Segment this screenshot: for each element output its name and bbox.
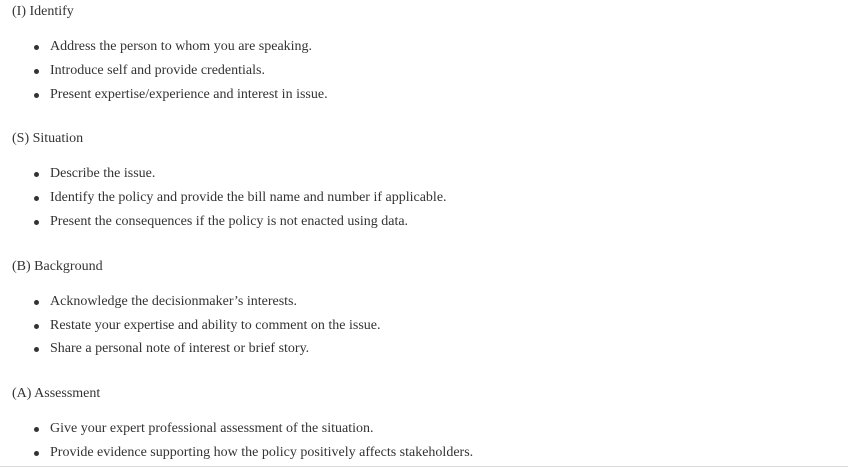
section-spacer: [12, 106, 848, 127]
section-spacer: [12, 234, 848, 255]
bullet-list: [12, 35, 848, 106]
list-item-text: Give your expert professional assessment of the situation.: [50, 421, 374, 437]
bullet-icon: [34, 93, 39, 98]
bullet-icon: [34, 45, 39, 50]
list-item-text: Acknowledge the decisionmaker’s interests.: [50, 293, 298, 309]
list-item-text: Restate your expertise and ability to comment on the issue.: [50, 317, 381, 333]
list-item: [12, 314, 848, 338]
list-item: [12, 337, 848, 361]
section-spacer: [12, 361, 848, 382]
section-heading: (I) Identify: [12, 4, 74, 19]
list-item: [12, 290, 848, 314]
list-item-text: Address the person to whom you are speaking.: [50, 39, 313, 54]
document-content: [12, 0, 848, 465]
bullet-icon: [34, 69, 39, 74]
list-item: [12, 417, 848, 441]
bullet-icon: [34, 427, 39, 432]
list-item-text: Identify the policy and provide the bill name and number if applicable.: [50, 190, 447, 206]
section-heading: (A) Assessment: [12, 386, 101, 402]
bullet-icon: [34, 220, 39, 225]
bullet-list: [12, 162, 848, 233]
list-item: [12, 210, 848, 234]
section-heading: (S) Situation: [12, 131, 84, 147]
list-item: [12, 59, 848, 83]
bullet-list: [12, 290, 848, 361]
list-item: [12, 441, 848, 465]
list-item-text: Provide evidence supporting how the policy positively affects stakeholders.: [50, 444, 474, 460]
list-item: [12, 162, 848, 186]
section-heading: (B) Background: [12, 258, 103, 274]
section-assessment: [12, 382, 848, 465]
section-situation: [12, 127, 848, 233]
bullet-icon: [34, 300, 39, 305]
list-item-text: Describe the issue.: [50, 166, 156, 182]
bullet-icon: [34, 324, 39, 329]
section-identify: [12, 0, 848, 106]
bullet-icon: [34, 347, 39, 352]
list-item: [12, 35, 848, 59]
bullet-list: [12, 417, 848, 465]
bullet-icon: [34, 196, 39, 201]
bullet-icon: [34, 451, 39, 456]
section-background: [12, 255, 848, 361]
list-item-text: Introduce self and provide credentials.: [50, 62, 265, 78]
divider: [0, 466, 848, 467]
list-item: [12, 186, 848, 210]
list-item-text: Share a personal note of interest or brief story.: [50, 341, 310, 357]
list-item-text: Present expertise/experience and interest in issue.: [50, 86, 328, 102]
bullet-icon: [34, 172, 39, 177]
list-item: [12, 83, 848, 107]
list-item-text: Present the consequences if the policy is not enacted using data.: [50, 213, 409, 229]
